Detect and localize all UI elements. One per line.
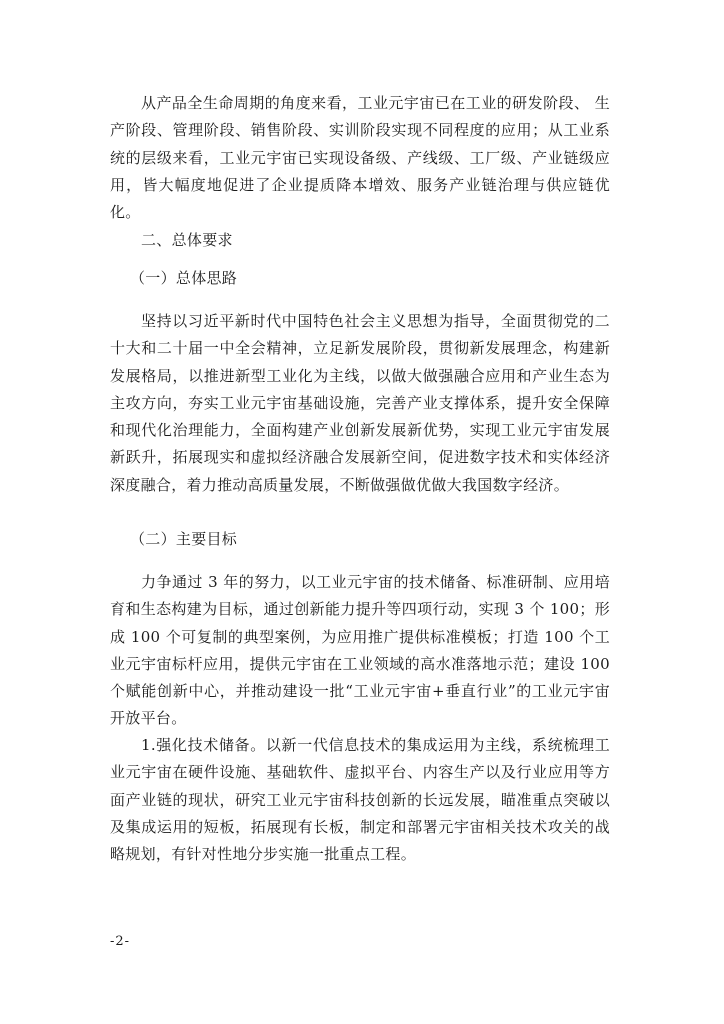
section-heading-overall-requirements: 二、总体要求: [141, 231, 233, 249]
subsection-heading-overall-thinking: （一）总体思路: [130, 269, 238, 287]
subsection-heading-main-goals: （二）主要目标: [130, 530, 238, 548]
paragraph-lifecycle: 从产品全生命周期的角度来看，工业元宇宙已在工业的研发阶段、 生产阶段、管理阶段、销售阶段、实训阶段实现不同程度的应用；从工业系统的层级来看，工业元宇宙已实现设备级、产线级、工厂级、产业链级应用，皆大幅度地促进了企业提质降本增效、服务产业链治理与供应链优化。: [110, 94, 610, 222]
paragraph-main-goals: 力争通过 3 年的努力，以工业元宇宙的技术储备、标准研制、应用培育和生态构建为目标，通过创新能力提升等四项行动，实现 3 个 100；形成 100 个可复制的典型案例，为应用推广提供标准模板；打造 100 个工业元宇宙标杆应用，提供元宇宙在工业领域的高水准落地示范；建设 100 个赋能创新中心，并推动建设一批“工业元宇宙+垂直行业”的工业元宇宙开放平台。: [110, 573, 610, 728]
paragraph-overall-thinking: 坚持以习近平新时代中国特色社会主义思想为指导，全面贯彻党的二十大和二十届一中全会精神，立足新发展阶段，贯彻新发展理念，构建新发展格局，以推进新型工业化为主线，以做大做强融合应用和产业生态为主攻方向，夯实工业元宇宙基础设施，完善产业支撑体系，提升安全保障和现代化治理能力，全面构建产业创新发展新优势，实现工业元宇宙发展新跃升，拓展现实和虚拟经济融合发展新空间，促进数字技术和实体经济深度融合，着力推动高质量发展，不断做强做优做大我国数字经济。: [110, 312, 610, 494]
page-number: -2-: [110, 934, 131, 949]
paragraph-technology-reserve: 1.强化技术储备。以新一代信息技术的集成运用为主线，系统梳理工业元宇宙在硬件设施、基础软件、虚拟平台、内容生产以及行业应用等方面产业链的现状，研究工业元宇宙科技创新的长远发展，瞄准重点突破以及集成运用的短板，拓展现有长板，制定和部署元宇宙相关技术攻关的战略规划，有针对性地分步实施一批重点工程。: [110, 736, 610, 864]
